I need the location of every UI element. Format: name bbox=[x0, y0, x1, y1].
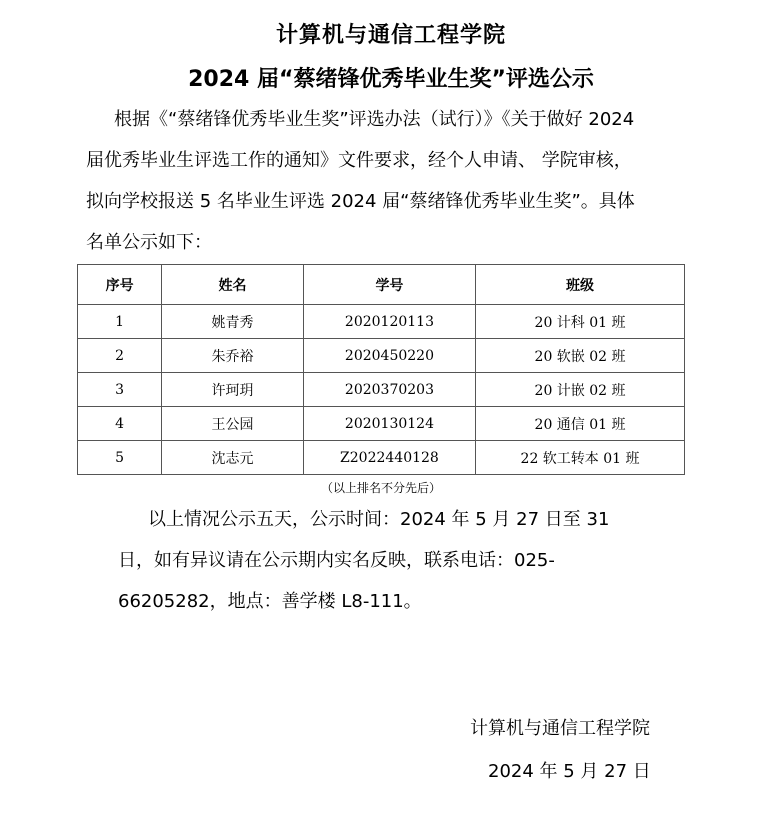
cell-student-id: 2020130124 bbox=[303, 407, 475, 441]
header-index: 序号 bbox=[78, 265, 162, 305]
nominee-table bbox=[77, 264, 685, 475]
signature-organization: 计算机与通信工程学院 bbox=[470, 718, 650, 739]
table-row bbox=[78, 373, 685, 407]
table-row bbox=[78, 407, 685, 441]
cell-index: 2 bbox=[78, 339, 162, 373]
header-class: 班级 bbox=[476, 265, 685, 305]
header-name: 姓名 bbox=[162, 265, 304, 305]
notice-line-2: 日，如有异议请在公示期内实名反映，联系电话：025- bbox=[118, 550, 555, 571]
document-title: 计算机与通信工程学院 bbox=[275, 23, 506, 48]
cell-index: 4 bbox=[78, 407, 162, 441]
cell-class: 20 计科 01 班 bbox=[476, 305, 685, 339]
cell-class: 20 软嵌 02 班 bbox=[476, 339, 685, 373]
intro-line-1: 根据《“蔡绪锋优秀毕业生奖”评选办法（试行）》《关于做好 2024 bbox=[114, 109, 635, 130]
intro-line-4: 名单公示如下： bbox=[86, 232, 212, 253]
signature-date: 2024 年 5 月 27 日 bbox=[488, 761, 651, 782]
intro-line-3: 拟向学校报送 5 名毕业生评选 2024 届“蔡绪锋优秀毕业生奖”。具体 bbox=[86, 191, 635, 212]
cell-student-id: 2020120113 bbox=[303, 305, 475, 339]
cell-name: 王公园 bbox=[162, 407, 304, 441]
cell-index: 5 bbox=[78, 441, 162, 475]
header-student-id: 学号 bbox=[303, 265, 475, 305]
notice-paragraph bbox=[118, 499, 678, 622]
cell-student-id: Z2022440128 bbox=[303, 441, 475, 475]
table-row bbox=[78, 339, 685, 373]
table-header-row bbox=[78, 265, 685, 305]
cell-name: 朱乔裕 bbox=[162, 339, 304, 373]
table-row bbox=[78, 441, 685, 475]
cell-index: 1 bbox=[78, 305, 162, 339]
table-note: （以上排名不分先后） bbox=[320, 481, 441, 495]
cell-class: 20 通信 01 班 bbox=[476, 407, 685, 441]
table-row bbox=[78, 305, 685, 339]
cell-index: 3 bbox=[78, 373, 162, 407]
cell-name: 许珂玥 bbox=[162, 373, 304, 407]
notice-line-3: 66205282，地点：善学楼 L8-111。 bbox=[118, 591, 422, 612]
cell-class: 20 计嵌 02 班 bbox=[476, 373, 685, 407]
cell-student-id: 2020450220 bbox=[303, 339, 475, 373]
intro-line-2: 届优秀毕业生评选工作的通知》文件要求，经个人申请、 学院审核， bbox=[86, 150, 632, 171]
cell-student-id: 2020370203 bbox=[303, 373, 475, 407]
notice-line-1: 以上情况公示五天，公示时间：2024 年 5 月 27 日至 31 bbox=[148, 509, 610, 530]
document-subtitle: 2024 届“蔡绪锋优秀毕业生奖”评选公示 bbox=[188, 67, 594, 92]
cell-class: 22 软工转本 01 班 bbox=[476, 441, 685, 475]
cell-name: 沈志元 bbox=[162, 441, 304, 475]
intro-paragraph bbox=[86, 99, 706, 263]
cell-name: 姚青秀 bbox=[162, 305, 304, 339]
